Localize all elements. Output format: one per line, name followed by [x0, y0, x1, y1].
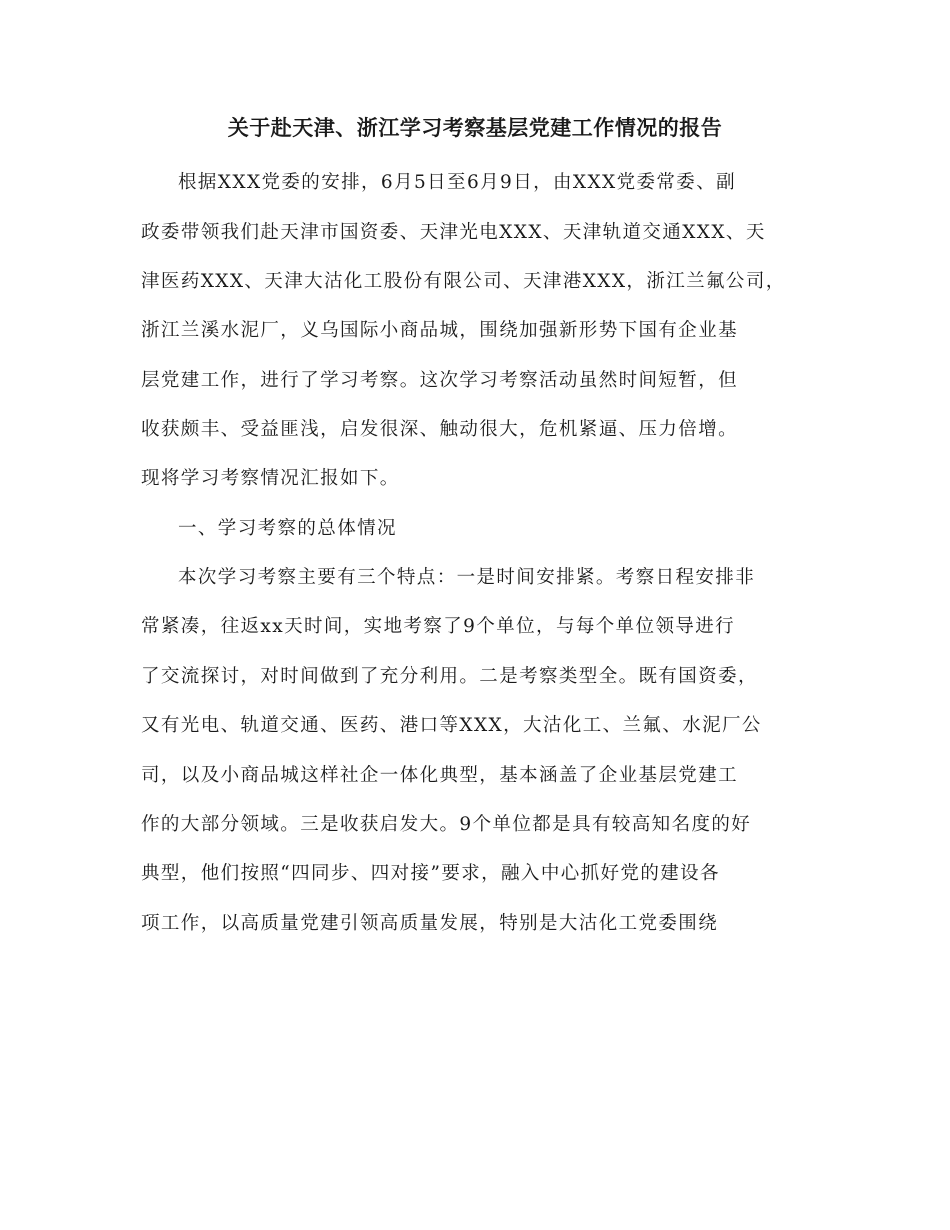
paragraph-line: 又有光电、轨道交通、医药、港口等XXX，大沽化工、兰氟、水泥厂公: [141, 715, 762, 736]
document-title: 关于赴天津、浙江学习考察基层党建工作情况的报告: [227, 115, 723, 140]
paragraph-line: 了交流探讨，对时间做到了充分利用。二是考察类型全。既有国资委，: [141, 666, 758, 687]
paragraph-line: 司，以及小商品城这样社企一体化典型，基本涵盖了企业基层党建工: [141, 765, 739, 786]
paragraph-line: 浙江兰溪水泥厂，义乌国际小商品城，围绕加强新形势下国有企业基: [141, 320, 739, 341]
paragraph-line: 政委带领我们赴天津市国资委、天津光电XXX、天津轨道交通XXX、天: [141, 222, 766, 243]
paragraph-line: 层党建工作，进行了学习考察。这次学习考察活动虽然时间短暂，但: [141, 370, 739, 391]
paragraph-line: 项工作，以高质量党建引领高质量发展，特别是大沽化工党委围绕: [141, 913, 719, 934]
section-heading: 一、学习考察的总体情况: [178, 518, 397, 539]
paragraph-line: 根据XXX党委的安排，6月5日至6月9日，由XXX党委常委、副: [178, 172, 737, 193]
paragraph-line: 本次学习考察主要有三个特点：一是时间安排紧。考察日程安排非: [178, 567, 756, 588]
paragraph-line: 常紧凑，往返xx天时间，实地考察了9个单位，与每个单位领导进行: [141, 616, 736, 637]
paragraph-line: 津医药XXX、天津大沽化工股份有限公司、天津港XXX，浙江兰氟公司，: [141, 271, 786, 292]
paragraph-line: 作的大部分领域。三是收获启发大。9个单位都是具有较高知名度的好: [141, 814, 752, 835]
paragraph-line: 收获颇丰、受益匪浅，启发很深、触动很大，危机紧逼、压力倍增。: [141, 419, 739, 440]
paragraph-line: 典型，他们按照“四同步、四对接”要求，融入中心抓好党的建设各: [141, 863, 720, 884]
paragraph-line: 现将学习考察情况汇报如下。: [141, 468, 400, 489]
